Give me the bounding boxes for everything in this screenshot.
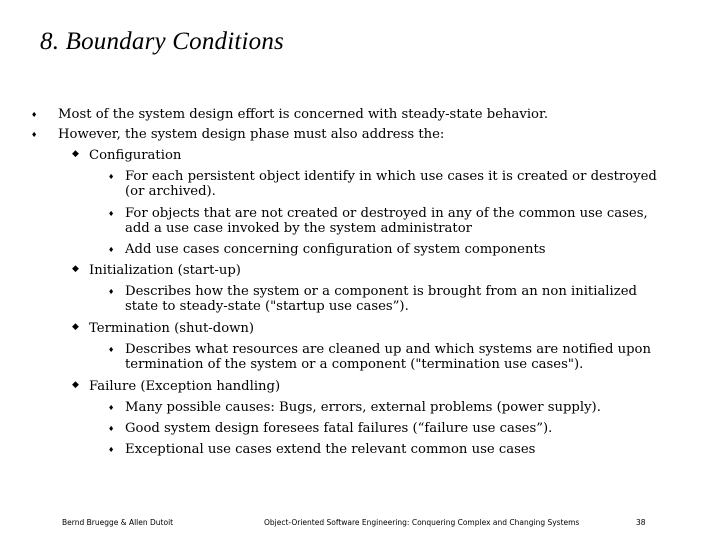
sub-bullet-text: Describes what resources are cleaned up and which systems are notified upon termination of the system or a component ("termination use cases"). — [125, 342, 651, 372]
small-diamond-bullet-icon: ◆ — [72, 322, 79, 332]
sub-bullet-text: For objects that are not created or destroyed in any of the common use cases, add a use case invoked by the system administrator — [125, 206, 648, 236]
sub-bullet — [108, 169, 670, 199]
sub-bullet — [108, 442, 670, 457]
topic-label: Configuration — [89, 148, 182, 163]
bullet-steady-state — [31, 107, 549, 122]
sub-bullet — [108, 421, 670, 436]
diamond-bullet-icon: ♦ — [108, 210, 115, 218]
sub-bullet — [108, 284, 670, 314]
sub-bullet-text: Many possible causes: Bugs, errors, external problems (power supply). — [125, 400, 601, 415]
topic-label: Initialization (start-up) — [89, 263, 241, 278]
sub-bullet — [108, 206, 670, 236]
diamond-bullet-icon: ♦ — [108, 404, 115, 412]
sub-bullet — [108, 400, 670, 415]
sub-bullet-text: Add use cases concerning configuration of system components — [125, 242, 546, 257]
diamond-bullet-icon: ♦ — [108, 446, 115, 454]
topic-configuration — [72, 148, 182, 163]
topic-label: Termination (shut-down) — [89, 321, 255, 336]
small-diamond-bullet-icon: ◆ — [72, 149, 79, 159]
diamond-bullet-icon: ♦ — [108, 246, 115, 254]
diamond-bullet-icon: ♦ — [108, 425, 115, 433]
diamond-bullet-icon: ♦ — [31, 131, 38, 139]
footer-book-title: Object-Oriented Software Engineering: Conquering Complex and Changing Systems — [264, 518, 580, 527]
footer-authors: Bernd Bruegge & Allen Dutoit — [62, 518, 174, 527]
sub-bullet-text: Good system design foresees fatal failures (“failure use cases”). — [125, 421, 553, 436]
bullet-boundary-intro — [31, 127, 445, 142]
topic-termination — [72, 321, 255, 336]
bullet-text: However, the system design phase must also address the: — [58, 127, 445, 142]
sub-bullet-text: Exceptional use cases extend the relevant common use cases — [125, 442, 536, 457]
bullet-text: Most of the system design effort is concerned with steady-state behavior. — [58, 107, 549, 122]
diamond-bullet-icon: ♦ — [108, 288, 115, 296]
sub-bullet-text: For each persistent object identify in which use cases it is created or destroyed (or archived). — [125, 169, 657, 199]
small-diamond-bullet-icon: ◆ — [72, 380, 79, 390]
diamond-bullet-icon: ♦ — [108, 346, 115, 354]
page-number: 38 — [636, 518, 646, 527]
small-diamond-bullet-icon: ◆ — [72, 264, 79, 274]
diamond-bullet-icon: ♦ — [31, 111, 38, 119]
sub-bullet — [108, 242, 670, 257]
diamond-bullet-icon: ♦ — [108, 173, 115, 181]
topic-initialization — [72, 263, 241, 278]
sub-bullet-text: Describes how the system or a component is brought from an non initialized state to steady-state ("startup use cases”). — [125, 284, 637, 314]
topic-label: Failure (Exception handling) — [89, 379, 281, 394]
slide-title: 8. Boundary Conditions — [40, 28, 284, 55]
sub-bullet — [108, 342, 670, 372]
topic-failure — [72, 379, 281, 394]
